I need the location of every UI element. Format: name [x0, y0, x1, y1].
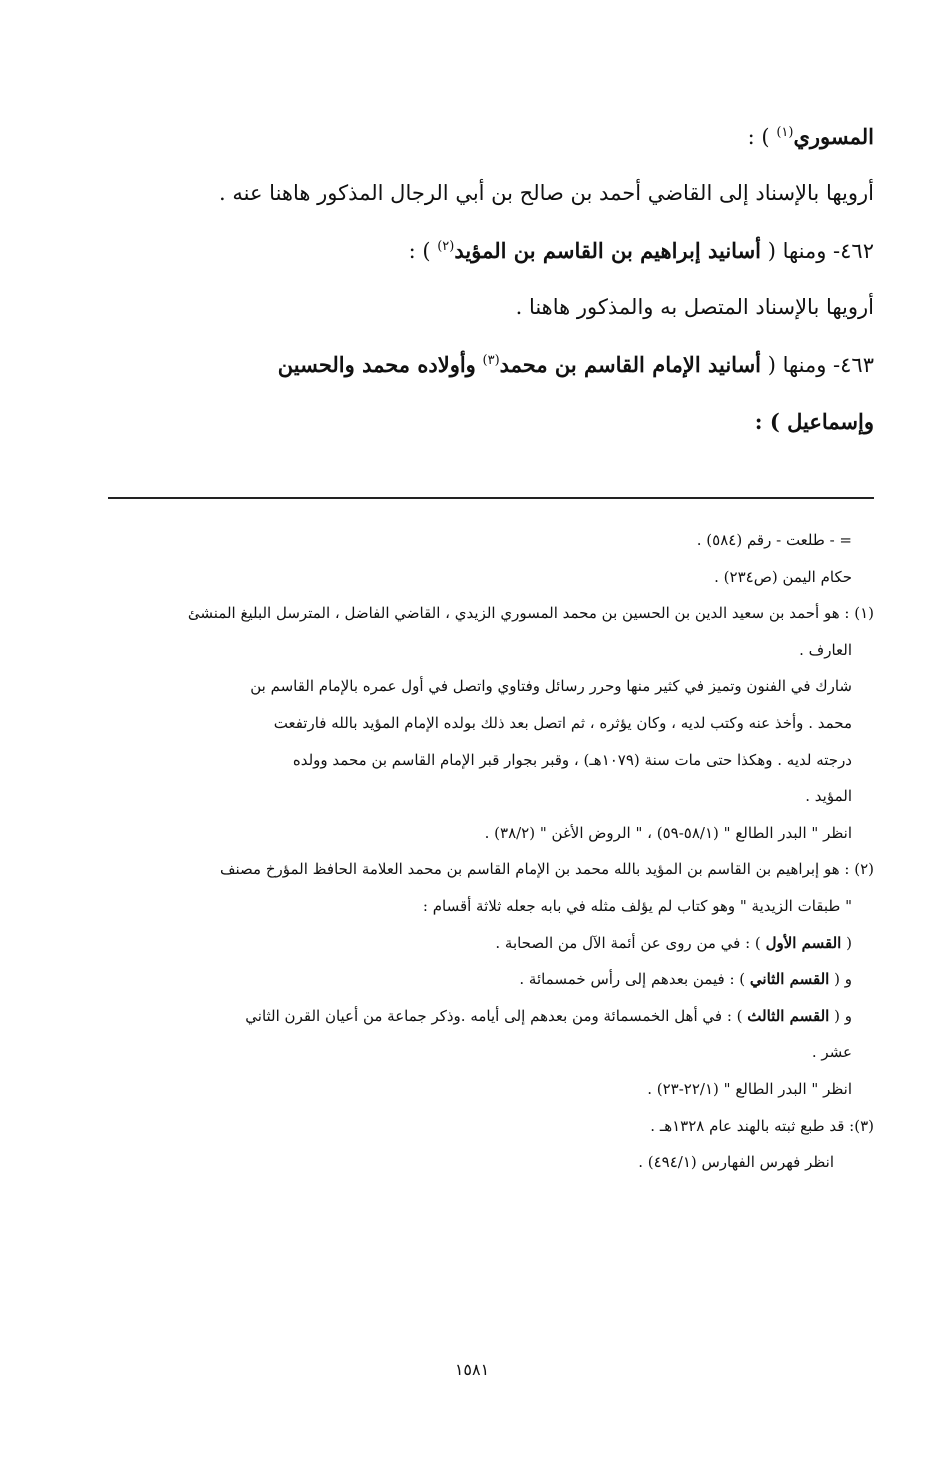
footnote-continuation-line-2: حكام اليمن (ص٢٣٤) .: [714, 567, 852, 586]
main-text: [100, 108, 874, 450]
footnote-1-line-2: العارف .: [799, 640, 852, 659]
section-text: ) : فيمن بعدهم إلى رأس خمسمائة .: [519, 970, 746, 989]
footnote-1-line-4: محمد . وأخذ عنه وكتب لديه ، وكان يؤثره ، ثم اتصل بعد ذلك بولده الإمام المؤيد بالله فارتفعت: [273, 713, 852, 732]
paren-open: و (: [834, 970, 852, 989]
footnote-ref-3: (٣): [482, 353, 500, 368]
footnote-3-line-2: انظر فهرس الفهارس (٤٩٤/١) .: [638, 1153, 834, 1172]
paren-open: و (: [834, 1006, 852, 1025]
line-tail: ) :: [747, 125, 770, 149]
main-line-1: [100, 108, 874, 165]
entry-title-462: أسانيد إبراهيم بن القاسم بن المؤيد: [454, 238, 762, 263]
line-tail: ) :: [408, 239, 431, 263]
section-text: ) : في أهل الخمسمائة ومن بعدهم إلى أيامه .وذكر جماعة من أعيان القرن الثاني: [245, 1006, 743, 1025]
entry-number-462: ٤٦٢- ومنها (: [767, 239, 874, 263]
footnote-1-line-5: درجته لديه . وهكذا حتى مات سنة (١٠٧٩هـ) ، وقبر بجوار قبر الإمام القاسم بن محمد وولده: [292, 750, 852, 769]
section-label: القسم الثاني: [749, 970, 830, 989]
footnote-2-line-7: انظر " البدر الطالع " (٢٢/١-٢٣) .: [647, 1079, 852, 1098]
footnote-2-line-3: [100, 925, 874, 962]
main-line-4: أرويها بالإسناد المتصل به والمذكور هاهنا .: [515, 295, 874, 319]
footnote-2-line-4: [100, 961, 874, 998]
footnote-2-line-6: عشر .: [811, 1043, 852, 1062]
footnote-continuation-line-1: = - طلعت - رقم (٥٨٤) .: [696, 531, 852, 549]
main-line-6: وإسماعيل ) :: [754, 409, 874, 434]
entry-number-463: ٤٦٣- ومنها (: [767, 353, 874, 377]
footnote-1-line-3: شارك في الفنون وتميز في كثير منها وحرر رسائل وفتاوي واتصل في أول عمره بالإمام القاسم بن: [250, 677, 852, 696]
heading-word: المسوري: [793, 124, 874, 149]
footnote-1-line-7: انظر " البدر الطالع " (٥٨/١-٥٩) ، " الروض الأغن " (٣٨/٢) .: [484, 823, 852, 842]
entry-title-463-cont: وأولاده محمد والحسين: [277, 352, 476, 377]
section-label: القسم الأول: [765, 933, 842, 952]
footnote-ref-2: (٢): [437, 239, 455, 254]
section-text: ) : في من روى عن أئمة الآل من الصحابة .: [495, 933, 761, 952]
footnote-3-line-1: (٣): قد طبع ثبته بالهند عام ١٣٢٨هـ .: [650, 1116, 874, 1135]
footnote-1-line-6: المؤيد .: [805, 787, 852, 806]
footnote-2-line-5: [100, 998, 874, 1035]
footnotes: [100, 522, 874, 1181]
main-line-5: [100, 336, 874, 393]
footnote-1-line-1: (١) : هو أحمد بن سعيد الدين بن الحسين بن محمد المسوري الزيدي ، القاضي الفاضل ، المترسل البليغ المنشئ: [187, 604, 874, 623]
paren-open: (: [846, 933, 852, 952]
section-label: القسم الثالث: [747, 1006, 830, 1025]
entry-title-463: أسانيد الإمام القاسم بن محمد: [499, 352, 762, 377]
footnote-2-line-2: " طبقات الزيدية " وهو كتاب لم يؤلف مثله في بابه جعله ثلاثة أقسام :: [422, 896, 852, 915]
footnote-ref-1: (١): [776, 125, 794, 140]
main-line-2: أرويها بالإسناد إلى القاضي أحمد بن صالح بن أبي الرجال المذكور هاهنا عنه .: [219, 181, 874, 205]
footnote-2-line-1: (٢) : هو إبراهيم بن القاسم بن المؤيد بالله محمد بن الإمام القاسم بن محمد العلامة الحافظ المؤرخ مصنف: [219, 860, 874, 879]
footnote-separator: [108, 497, 874, 499]
main-line-3: [100, 222, 874, 279]
page-number: ١٥٨١: [454, 1360, 490, 1379]
